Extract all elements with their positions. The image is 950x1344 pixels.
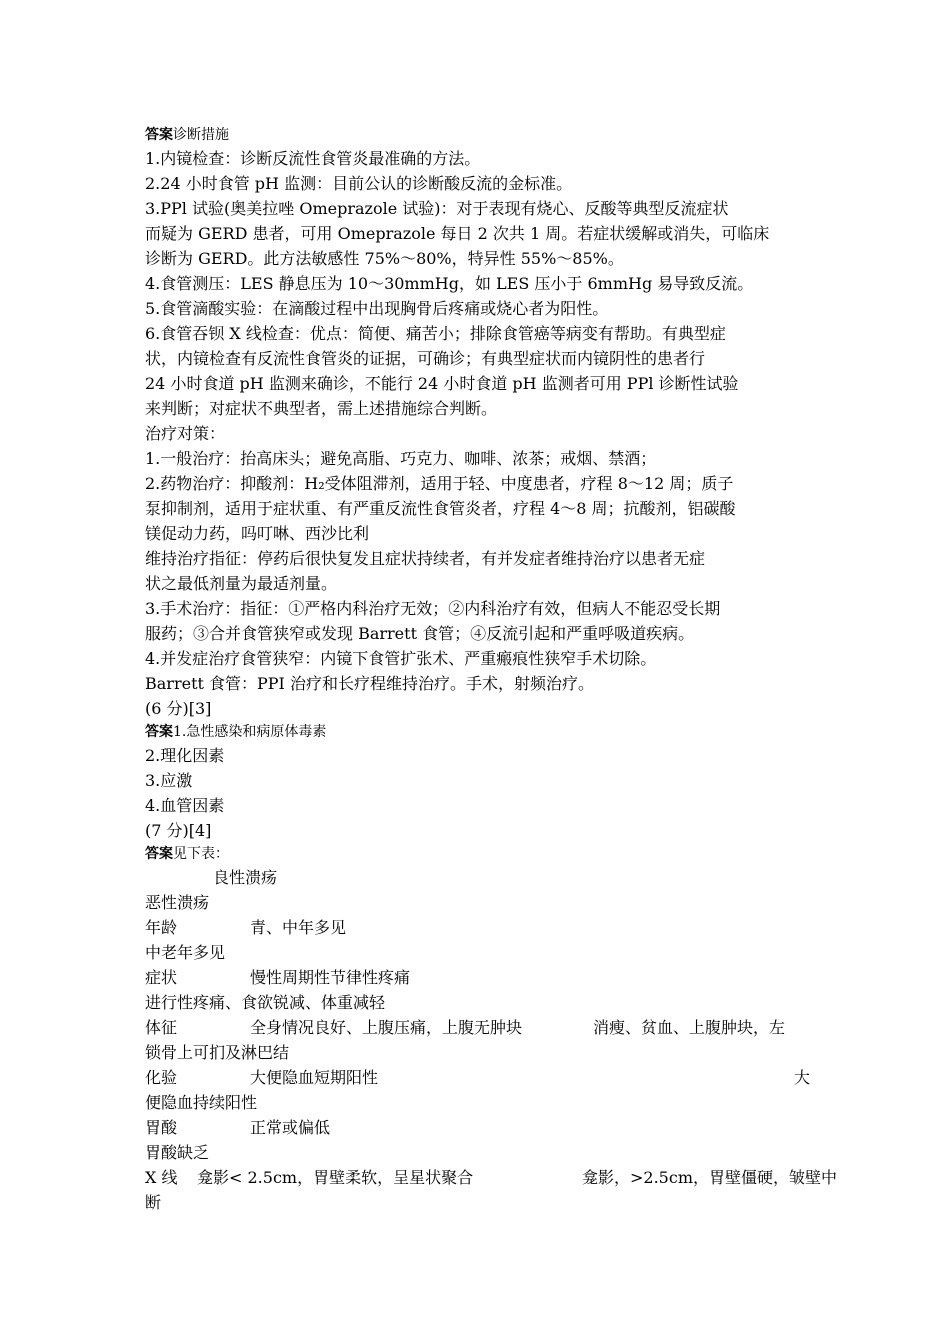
row-name: 化验 bbox=[145, 1068, 178, 1087]
text-line: 状之最低剂量为最适剂量。 bbox=[145, 574, 338, 593]
text-line: 状，内镜检查有反流性食管炎的证据，可确诊；有典型症状而内镜阴性的患者行 bbox=[145, 349, 706, 368]
answer-intro: 见下表： bbox=[173, 846, 229, 862]
table-row bbox=[145, 1165, 837, 1190]
answer-label: 答案 bbox=[145, 724, 173, 740]
row-name: 胃酸 bbox=[145, 1118, 178, 1137]
text-line: Barrett 食管：PPI 治疗和长疗程维持治疗。手术，射频治疗。 bbox=[145, 674, 594, 693]
text-line: 4.并发症治疗食管狭窄：内镜下食管扩张术、严重瘢痕性狭窄手术切除。 bbox=[145, 649, 657, 668]
table-row bbox=[145, 1115, 810, 1140]
text-line: 4.食管测压：LES 静息压为 10～30mmHg，如 LES 压小于 6mmHg 易导致反流。 bbox=[145, 274, 754, 293]
text-line: (7 分)[4] bbox=[145, 821, 212, 840]
text-line: 镁促动力药，吗叮啉、西沙比利 bbox=[145, 524, 370, 543]
row-benign: 龛影< 2.5cm，胃壁柔软，呈星状聚合 bbox=[197, 1168, 474, 1187]
answer-heading bbox=[145, 843, 810, 865]
row-malignant-continued: 锁骨上可扪及淋巴结 bbox=[145, 1043, 290, 1062]
row-malignant: 进行性疼痛、食欲锐减、体重减轻 bbox=[145, 993, 386, 1012]
row-malignant: 大 bbox=[793, 1068, 810, 1087]
row-name: 症状 bbox=[145, 968, 178, 987]
text-line: 2.药物治疗：抑酸剂：H₂受体阻滞剂，适用于轻、中度患者，疗程 8～12 周；质子 bbox=[145, 474, 734, 493]
text-line: (6 分)[3] bbox=[145, 699, 212, 718]
text-line: 3.手术治疗：指征：①严格内科治疗无效；②内科治疗有效，但病人不能忍受长期 bbox=[145, 599, 721, 618]
row-malignant: 龛影，>2.5cm，胃壁僵硬，皱壁中 bbox=[582, 1168, 837, 1187]
table-row bbox=[145, 965, 810, 990]
row-name: 体征 bbox=[145, 1018, 178, 1037]
text-line: 6.食管吞钡 X 线检查：优点：简便、痛苦小；排除食管癌等病变有帮助。有典型症 bbox=[145, 324, 726, 343]
answer-label: 答案 bbox=[145, 127, 173, 143]
text-line: 1.一般治疗：抬高床头；避免高脂、巧克力、咖啡、浓茶；戒烟、禁酒； bbox=[145, 449, 657, 468]
answer-heading bbox=[145, 124, 810, 146]
text-line: 5.食管滴酸实验：在滴酸过程中出现胸骨后疼痛或烧心者为阳性。 bbox=[145, 299, 609, 318]
document-page bbox=[145, 124, 837, 1215]
text-line: 1.内镜检查：诊断反流性食管炎最准确的方法。 bbox=[145, 149, 481, 168]
row-benign: 青、中年多见 bbox=[250, 918, 347, 937]
text-line: 治疗对策： bbox=[145, 424, 226, 443]
row-malignant-continued: 断 bbox=[145, 1193, 162, 1212]
text-line: 2.24 小时食管 pH 监测：目前公认的诊断酸反流的金标准。 bbox=[145, 174, 573, 193]
row-malignant: 中老年多见 bbox=[145, 943, 226, 962]
table-row bbox=[145, 1065, 810, 1090]
text-line: 而疑为 GERD 患者，可用 Omeprazole 每日 2 次共 1 周。若症状缓解或消失，可临床 bbox=[145, 224, 770, 243]
text-line: 诊断为 GERD。此方法敏感性 75%～80%，特异性 55%～85%。 bbox=[145, 249, 624, 268]
text-line: 24 小时食道 pH 监测来确诊，不能行 24 小时食道 pH 监测者可用 PPl 诊断性试验 bbox=[145, 374, 739, 393]
text-line: 服药；③合并食管狭窄或发现 Barrett 食管；④反流引起和严重呼吸道疾病。 bbox=[145, 624, 695, 643]
table-row bbox=[145, 1015, 810, 1040]
row-benign: 慢性周期性节律性疼痛 bbox=[250, 968, 411, 987]
row-malignant: 胃酸缺乏 bbox=[145, 1143, 210, 1162]
row-benign: 正常或偏低 bbox=[250, 1118, 331, 1137]
text-line: 维持治疗指征：停药后很快复发且症状持续者，有并发症者维持治疗以患者无症 bbox=[145, 549, 706, 568]
row-malignant: 消瘦、贫血、上腹肿块，左 bbox=[593, 1018, 786, 1037]
table-row bbox=[145, 915, 810, 940]
row-malignant-continued: 便隐血持续阳性 bbox=[145, 1093, 258, 1112]
answer-title: 诊断措施 bbox=[173, 127, 229, 143]
text-line: 泵抑制剂，适用于症状重、有严重反流性食管炎者，疗程 4～8 周；抗酸剂，铝碳酸 bbox=[145, 499, 736, 518]
answer-heading bbox=[145, 721, 810, 743]
header-benign: 良性溃疡 bbox=[213, 868, 278, 887]
text-line: 4.血管因素 bbox=[145, 796, 225, 815]
header-malignant: 恶性溃疡 bbox=[145, 893, 210, 912]
text-line: 3.PPl 试验(奥美拉唑 Omeprazole 试验)：对于表现有烧心、反酸等典型反流症状 bbox=[145, 199, 729, 218]
answer-label: 答案 bbox=[145, 846, 173, 862]
text-line: 3.应激 bbox=[145, 771, 193, 790]
text-line: 来判断；对症状不典型者，需上述措施综合判断。 bbox=[145, 399, 498, 418]
row-name: X 线 bbox=[145, 1168, 178, 1187]
text-line: 2.理化因素 bbox=[145, 746, 225, 765]
table-header-row bbox=[145, 865, 810, 890]
row-benign: 大便隐血短期阳性 bbox=[250, 1068, 379, 1087]
row-name: 年龄 bbox=[145, 918, 178, 937]
row-benign: 全身情况良好、上腹压痛，上腹无肿块 bbox=[250, 1018, 523, 1037]
answer-first-item: 1.急性感染和病原体毒素 bbox=[173, 724, 327, 740]
